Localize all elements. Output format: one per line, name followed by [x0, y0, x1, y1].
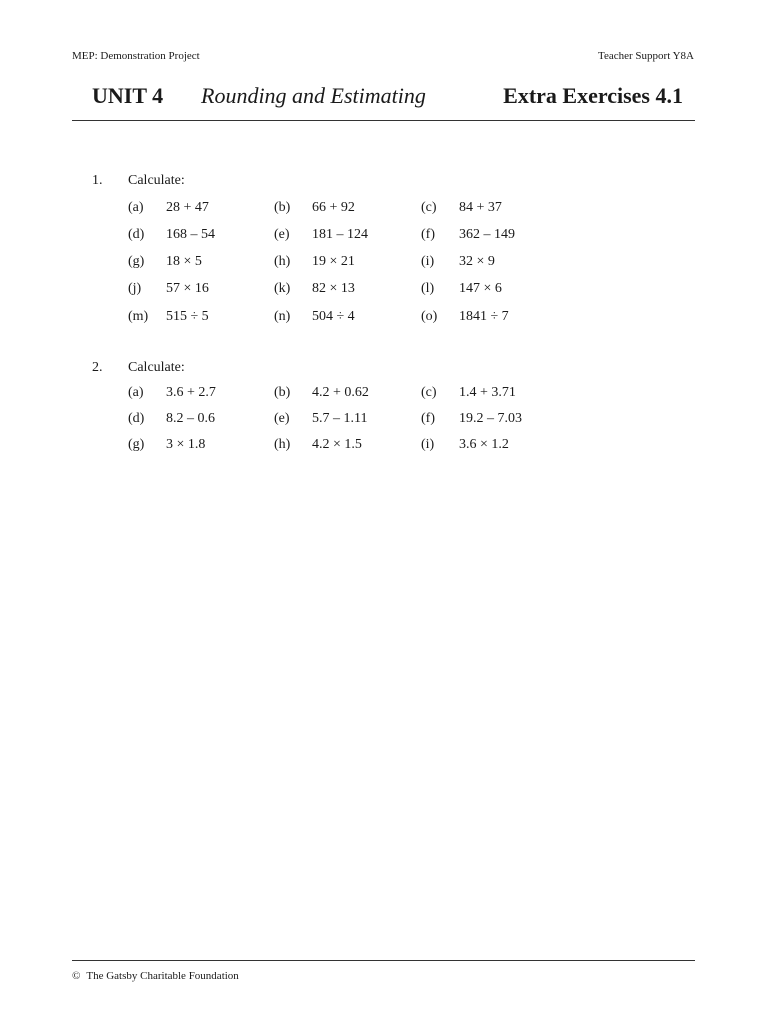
part-expression: 57 × 16 [166, 281, 209, 296]
part-label: (b) [274, 385, 291, 400]
part-label: (n) [274, 309, 291, 324]
part-expression: 5.7 – 1.11 [312, 411, 368, 426]
part-label: (g) [128, 254, 145, 269]
part-label: (h) [274, 254, 291, 269]
part-expression: 4.2 × 1.5 [312, 437, 362, 452]
unit-number: UNIT 4 [92, 83, 164, 108]
part-expression: 181 – 124 [312, 227, 368, 242]
part-expression: 504 ÷ 4 [312, 309, 355, 324]
footer-text: The Gatsby Charitable Foundation [86, 970, 239, 982]
part-label: (e) [274, 227, 290, 242]
exercise-title: Extra Exercises 4.1 [503, 83, 683, 108]
part-expression: 362 – 149 [459, 227, 515, 242]
question-instruction: Calculate: [128, 360, 185, 375]
part-expression: 28 + 47 [166, 200, 209, 215]
part-label: (i) [421, 437, 435, 452]
part-label: (f) [421, 411, 435, 426]
part-expression: 3 × 1.8 [166, 437, 206, 452]
question-number: 2. [92, 360, 103, 375]
unit-title: Rounding and Estimating [201, 83, 426, 108]
part-expression: 1841 ÷ 7 [459, 309, 509, 324]
part-label: (i) [421, 254, 435, 269]
part-expression: 1.4 + 3.71 [459, 385, 516, 400]
part-label: (b) [274, 200, 291, 215]
header-project-name: MEP: Demonstration Project [72, 50, 200, 62]
part-label: (a) [128, 200, 144, 215]
part-label: (j) [128, 281, 142, 296]
part-expression: 18 × 5 [166, 254, 202, 269]
part-expression: 4.2 + 0.62 [312, 385, 369, 400]
part-label: (c) [421, 385, 437, 400]
part-expression: 82 × 13 [312, 281, 355, 296]
part-expression: 168 – 54 [166, 227, 215, 242]
part-expression: 66 + 92 [312, 200, 355, 215]
part-expression: 3.6 + 2.7 [166, 385, 216, 400]
part-expression: 19.2 – 7.03 [459, 411, 522, 426]
question-instruction: Calculate: [128, 173, 185, 188]
copyright-symbol: © [72, 970, 81, 982]
part-label: (k) [274, 281, 291, 296]
part-expression: 32 × 9 [459, 254, 495, 269]
part-label: (a) [128, 385, 144, 400]
part-expression: 3.6 × 1.2 [459, 437, 509, 452]
part-label: (d) [128, 227, 145, 242]
part-label: (l) [421, 281, 435, 296]
header-support-label: Teacher Support Y8A [598, 50, 694, 62]
part-expression: 19 × 21 [312, 254, 355, 269]
part-label: (g) [128, 437, 145, 452]
part-label: (d) [128, 411, 145, 426]
part-expression: 515 ÷ 5 [166, 309, 209, 324]
part-expression: 8.2 – 0.6 [166, 411, 215, 426]
footer-divider [72, 960, 695, 961]
header-divider [72, 120, 695, 121]
question-number: 1. [92, 173, 103, 188]
footer [72, 970, 239, 983]
part-label: (h) [274, 437, 291, 452]
part-label: (f) [421, 227, 435, 242]
part-expression: 147 × 6 [459, 281, 502, 296]
part-label: (o) [421, 309, 438, 324]
part-label: (m) [128, 309, 149, 324]
part-label: (c) [421, 200, 437, 215]
part-expression: 84 + 37 [459, 200, 502, 215]
part-label: (e) [274, 411, 290, 426]
